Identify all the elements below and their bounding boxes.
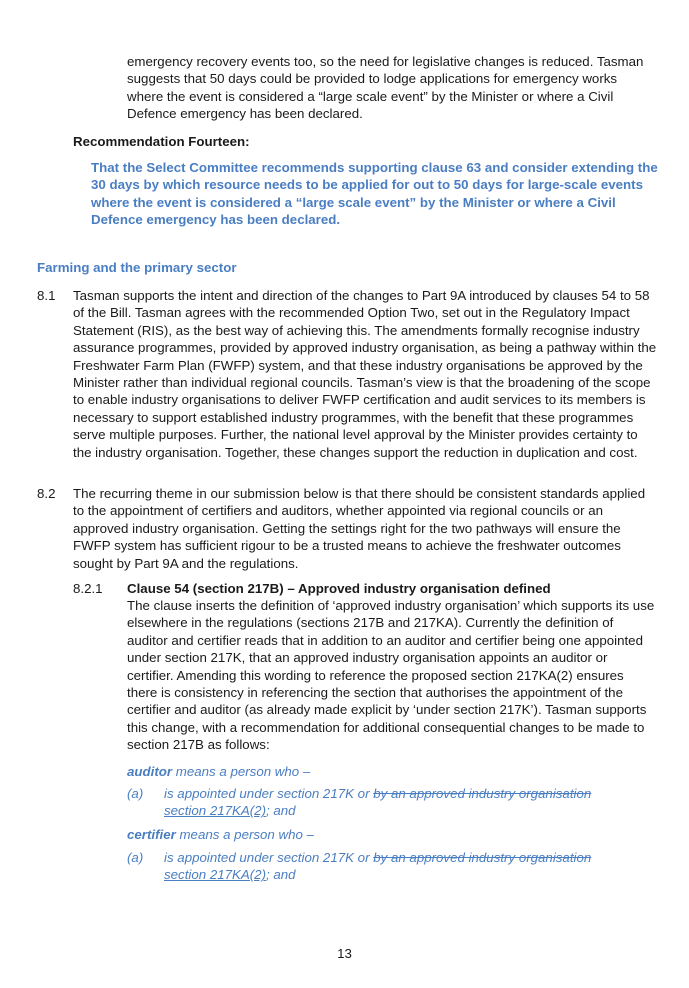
item-tail: ; and (266, 867, 296, 883)
para-8-1-text: Tasman supports the intent and direction of the changes to Part 9A introduced by clauses 54 to 58 of the Bill. Tasman agrees with the recommended Option Two, set out in the Regulatory Impact Statement (RIS), as the best way of achieving this. The amendments formally recognise industry assurance programmes, provided by approved industry organisation, as being a pathway within the Freshwater Farm Plan (FWFP) system, and that these industry organisations be approved by the Minister rather than individual regional councils. Tasman’s view is that the broadening of the scope to enable industry organisations to deliver FWFP certification and audit services to its members is necessary to support established industry programmes, with the benefit that these programmes serve multiple purposes. Further, the national level approval by the Minister provides certainty to the industry organisation. Together, these changes support the reduction in duplication and cost. (73, 288, 657, 460)
item-tail: ; and (266, 803, 296, 819)
definition-certifier (127, 826, 627, 843)
para-8-2-number: 8.2 (37, 486, 56, 501)
definition-term-rest: means a person who – (172, 764, 311, 779)
item-plain: is appointed under section 217K or (164, 850, 374, 865)
item-plain: is appointed under section 217K or (164, 786, 374, 801)
definition-item-label: (a) (127, 850, 144, 865)
definition-item-text (164, 849, 634, 884)
definition-term-rest: means a person who – (175, 827, 315, 842)
definition-term: auditor (127, 764, 173, 779)
definition-auditor (127, 763, 627, 780)
definition-item-label: (a) (127, 786, 144, 801)
recommendation-text: That the Select Committee recommends supporting clause 63 and consider extending the 30 days by which resource needs to be applied for out to 50 days for large-scale events where the event is considered a “large scale event” by the Minister or where a Civil Defence emergency has been declared. (91, 160, 658, 228)
para-8-2-text: The recurring theme in our submission below is that there should be consistent standards applied to the appointment of certifiers and auditors, whether appointed via regional councils or an approved industry organisation. Getting the settings right for the two pathways will ensure the FWFP system has sufficient rigour to be a trusted means to achieve the freshwater outcomes sought by Part 9A and the regulations. (73, 486, 646, 571)
item-struck: by an approved industry organisation (373, 850, 592, 865)
section-heading: Farming and the primary sector (37, 260, 237, 275)
definition-term: certifier (127, 827, 176, 842)
item-underlined: section 217KA(2) (164, 867, 266, 883)
intro-paragraph: emergency recovery events too, so the need for legislative changes is reduced. Tasman suggests that 50 days could be provided to lodge applications for emergency works where the event is considered a “large scale event” by the Minister or where a Civil Defence emergency has been declared. (127, 54, 644, 122)
para-8-2-1-text: The clause inserts the definition of ‘approved industry organisation’ which supports its use elsewhere in the regulations (sections 217B and 217KA). Currently the definition of auditor and certifier reads that in addition to an auditor and certifier being one appointed under section 217K, that an approved industry organisation appoints an auditor or certifier. Amending this wording to reference the proposed section 217KA(2) ensures there is consistency in referencing the section that authorises the appointment of the certifier and auditor (as already made explicit by ‘under section 217K’). Tasman supports this change, with a recommendation for additional consequential changes to be made to section 217B as follows: (127, 598, 655, 753)
item-underlined: section 217KA(2) (164, 803, 266, 819)
para-8-2-1-heading: Clause 54 (section 217B) – Approved industry organisation defined (127, 581, 551, 596)
para-8-1-number: 8.1 (37, 288, 56, 303)
recommendation-heading: Recommendation Fourteen: (73, 134, 250, 149)
para-8-2-1-number: 8.2.1 (73, 581, 103, 596)
page-number: 13 (337, 946, 352, 961)
definition-item-text (164, 785, 634, 820)
item-struck: by an approved industry organisation (373, 786, 592, 801)
